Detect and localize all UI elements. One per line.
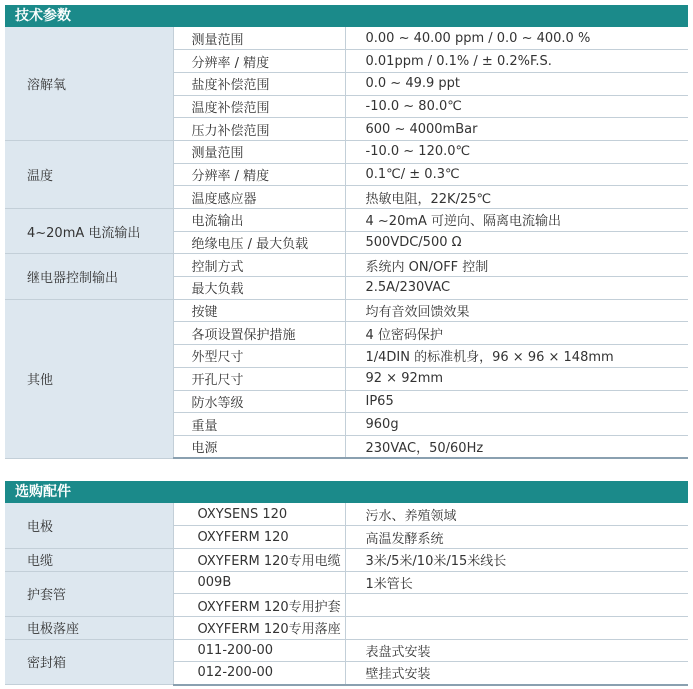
table-row	[5, 616, 688, 639]
param-name: 温度感应器	[173, 186, 345, 209]
param-value: 壁挂式安装	[345, 662, 688, 685]
param-name: 防水等级	[173, 390, 345, 413]
table-row	[5, 503, 688, 526]
spec-header: 技术参数	[5, 5, 688, 27]
param-value: 230VAC，50/60Hz	[345, 435, 688, 458]
param-name: OXYFERM 120专用电缆	[173, 548, 345, 571]
param-name: 最大负载	[173, 277, 345, 300]
param-value: 0.00 ~ 40.00 ppm / 0.0 ~ 400.0 %	[345, 27, 688, 50]
param-name: 电流输出	[173, 209, 345, 232]
group-label: 其他	[5, 299, 173, 458]
table-row	[5, 548, 688, 571]
param-value	[345, 616, 688, 639]
param-name: 盐度补偿范围	[173, 72, 345, 95]
param-value: 0.01ppm / 0.1% / ± 0.2%F.S.	[345, 50, 688, 73]
param-name: 测量范围	[173, 27, 345, 50]
param-value: 0.1℃/ ± 0.3℃	[345, 163, 688, 186]
param-value: 4 位密码保护	[345, 322, 688, 345]
param-name: OXYSENS 120	[173, 503, 345, 526]
param-name: 重量	[173, 413, 345, 436]
param-value: 表盘式安装	[345, 639, 688, 662]
param-name: OXYFERM 120专用落座	[173, 616, 345, 639]
group-label: 4~20mA 电流输出	[5, 209, 173, 254]
param-value: 1/4DIN 的标准机身，96 × 96 × 148mm	[345, 345, 688, 368]
param-value: 高温发酵系统	[345, 526, 688, 549]
param-value: -10.0 ~ 120.0℃	[345, 140, 688, 163]
spec-table	[5, 27, 688, 459]
table-row	[5, 571, 688, 594]
spec-section	[5, 5, 688, 459]
param-value: 960g	[345, 413, 688, 436]
param-name: 各项设置保护措施	[173, 322, 345, 345]
param-value: 均有音效回馈效果	[345, 299, 688, 322]
table-row	[5, 639, 688, 662]
param-name: 009B	[173, 571, 345, 594]
accessories-table	[5, 503, 688, 686]
param-name: 012-200-00	[173, 662, 345, 685]
table-row	[5, 140, 688, 163]
param-value: 4 ~20mA 可逆向、隔离电流输出	[345, 209, 688, 232]
param-value: 0.0 ~ 49.9 ppt	[345, 72, 688, 95]
param-name: 外型尺寸	[173, 345, 345, 368]
param-value	[345, 594, 688, 617]
param-name: 压力补偿范围	[173, 118, 345, 141]
table-row	[5, 27, 688, 50]
param-value: 500VDC/500 Ω	[345, 231, 688, 254]
group-label: 电极落座	[5, 616, 173, 639]
param-value: 1米管长	[345, 571, 688, 594]
param-value: 热敏电阻，22K/25℃	[345, 186, 688, 209]
param-value: 2.5A/230VAC	[345, 277, 688, 300]
table-row	[5, 254, 688, 277]
group-label: 密封箱	[5, 639, 173, 684]
group-label: 继电器控制输出	[5, 254, 173, 299]
param-name: 控制方式	[173, 254, 345, 277]
param-name: OXYFERM 120	[173, 526, 345, 549]
param-value: 污水、养殖领域	[345, 503, 688, 526]
param-value: 系统内 ON/OFF 控制	[345, 254, 688, 277]
param-name: OXYFERM 120专用护套	[173, 594, 345, 617]
param-name: 按键	[173, 299, 345, 322]
param-value: 600 ~ 4000mBar	[345, 118, 688, 141]
group-label: 温度	[5, 140, 173, 208]
param-name: 分辨率 / 精度	[173, 50, 345, 73]
param-name: 绝缘电压 / 最大负载	[173, 231, 345, 254]
group-label: 电极	[5, 503, 173, 548]
param-value: -10.0 ~ 80.0℃	[345, 95, 688, 118]
accessories-header: 选购配件	[5, 481, 688, 503]
param-value: 92 × 92mm	[345, 367, 688, 390]
accessories-section	[5, 481, 688, 686]
group-label: 电缆	[5, 548, 173, 571]
param-name: 分辨率 / 精度	[173, 163, 345, 186]
param-name: 测量范围	[173, 140, 345, 163]
param-name: 开孔尺寸	[173, 367, 345, 390]
table-row	[5, 209, 688, 232]
table-row	[5, 299, 688, 322]
param-value: 3米/5米/10米/15米线长	[345, 548, 688, 571]
param-name: 温度补偿范围	[173, 95, 345, 118]
param-name: 011-200-00	[173, 639, 345, 662]
group-label: 护套管	[5, 571, 173, 616]
param-name: 电源	[173, 435, 345, 458]
param-value: IP65	[345, 390, 688, 413]
group-label: 溶解氧	[5, 27, 173, 140]
